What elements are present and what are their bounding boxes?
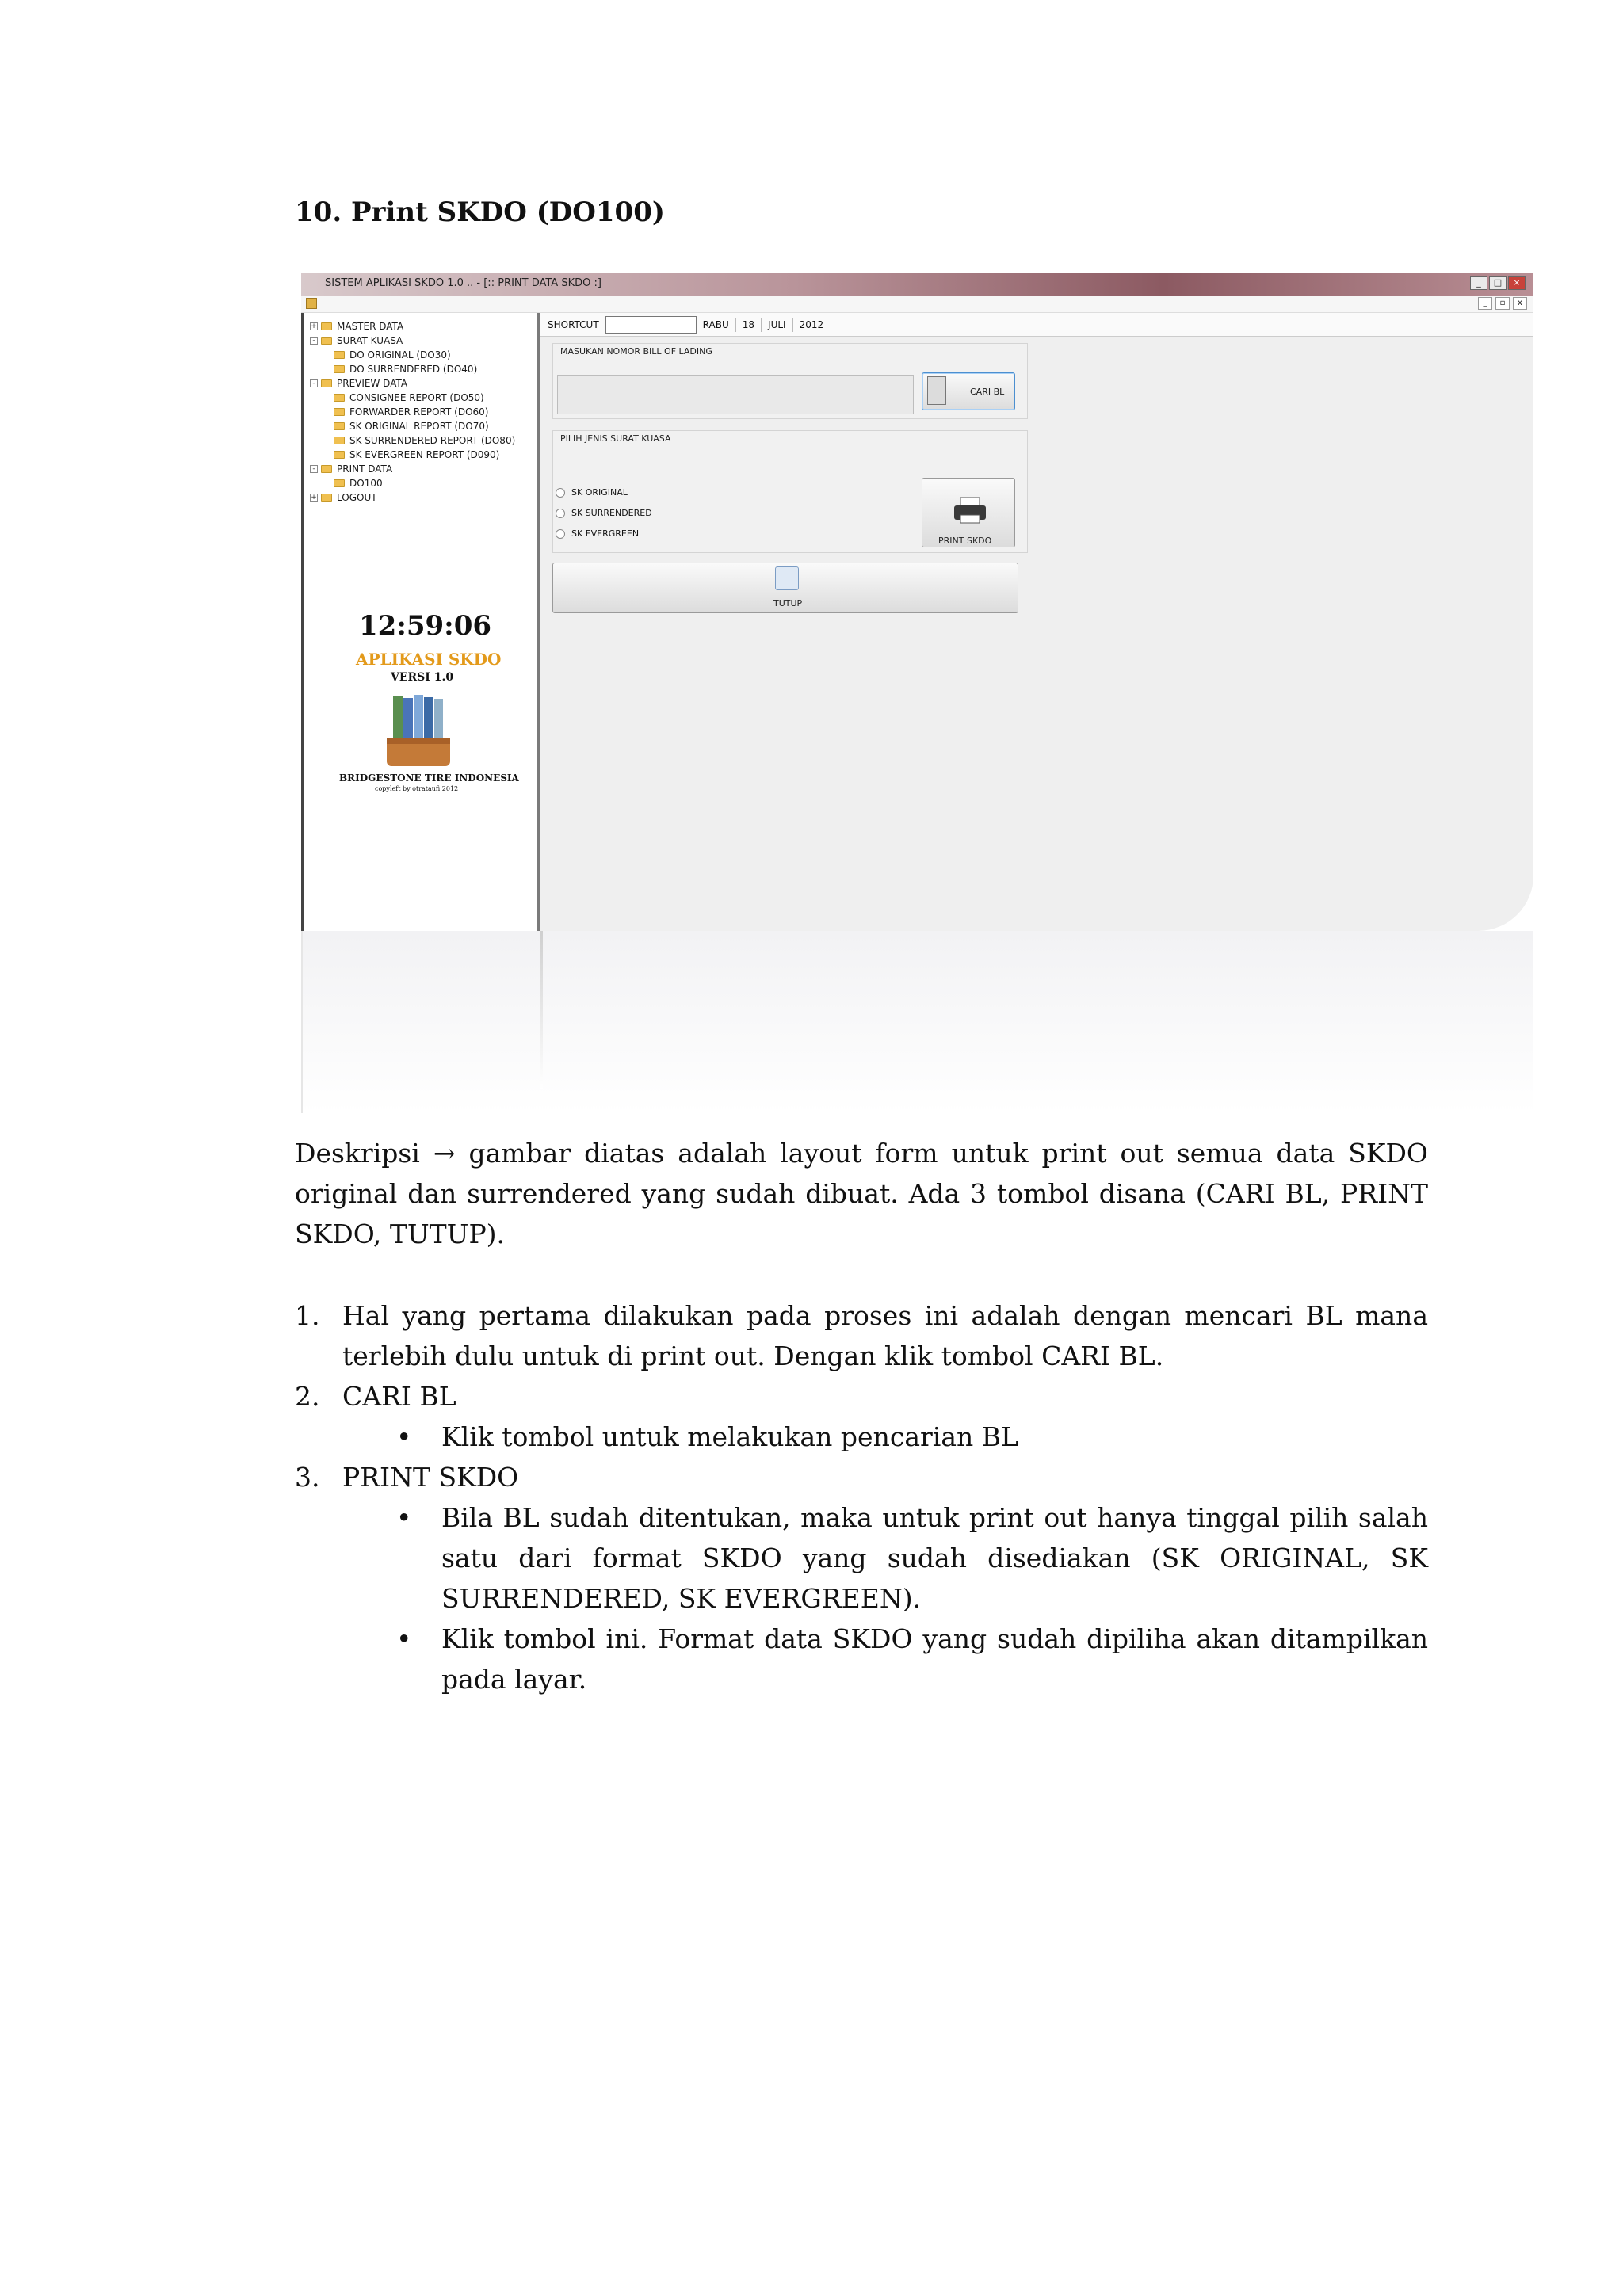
toolbar [540,313,1533,337]
step-text: CARI BL [342,1381,456,1412]
jenis-section-label: PILIH JENIS SURAT KUASA [560,433,671,444]
radio-label: SK SURRENDERED [571,508,652,518]
radio-circle-icon [556,488,565,498]
tree-item-label: SK SURRENDERED REPORT (DO80) [349,435,516,446]
maximize-icon[interactable]: □ [1489,276,1507,290]
folder-icon [334,408,345,416]
folder-icon [321,465,332,473]
tree-item-label: MASTER DATA [337,321,404,332]
expand-icon[interactable]: + [311,494,317,502]
tree-item-label: CONSIGNEE REPORT (DO50) [349,392,484,403]
cari-bl-button[interactable] [922,372,1015,410]
folder-icon [334,451,345,459]
bullet-item [295,1497,1428,1619]
tree-item[interactable] [310,362,515,376]
folder-icon [321,494,332,502]
window-titlebar [301,273,1533,296]
month-label: JULI [768,318,786,330]
clock: 12:59:06 [359,610,492,642]
print-skdo-label: PRINT SKDO [938,536,992,546]
minimize-icon[interactable]: _ [1470,276,1487,290]
tree-item[interactable] [310,419,515,433]
app-screenshot [301,273,1533,931]
folder-icon [334,479,345,487]
mdi-controls [1478,297,1527,310]
binders-logo [379,692,458,771]
folder-icon [334,365,345,373]
sidebar [301,313,537,931]
calculator-icon [927,376,946,405]
tree-item[interactable] [310,348,515,362]
tree-item[interactable] [310,319,515,334]
screenshot-reflection [301,931,1533,1113]
window-controls [1470,276,1526,290]
radio-sk-evergreen[interactable] [556,528,639,539]
window-title: SISTEM APLIKASI SKDO 1.0 .. - [:: PRINT DATA SKDO :] [325,277,601,289]
bullet-item [295,1619,1428,1699]
tree-item[interactable] [310,334,515,348]
mdi-close-icon[interactable]: x [1513,297,1527,310]
step-text: Hal yang pertama dilakukan pada proses ini adalah dengan mencari BL mana terlebih dulu untuk di print out. Dengan klik tombol CARI BL. [342,1300,1428,1371]
tree-item[interactable] [310,405,515,419]
day-label: RABU [702,318,729,330]
expand-icon[interactable]: - [310,337,318,345]
app-version: VERSI 1.0 [391,671,454,684]
folder-icon [334,422,345,430]
step-text: PRINT SKDO [342,1462,519,1493]
tree-item[interactable] [310,476,515,490]
tree-item[interactable] [310,462,515,476]
step-number: 3. [295,1462,320,1493]
radio-label: SK ORIGINAL [571,487,628,498]
copyright-text: copyleft by otrataufi 2012 [375,785,459,792]
folder-icon [334,437,345,444]
exit-icon [775,566,799,590]
bullet-icon: • [396,1623,412,1654]
reflection-divider [540,931,543,1089]
tree-item-label: SK EVERGREEN REPORT (D090) [349,449,500,460]
date-label: 18 [742,318,755,330]
tree-item-label: FORWARDER REPORT (DO60) [349,406,489,418]
radio-circle-icon [556,509,565,518]
bullet-icon: • [396,1502,412,1533]
section-heading: 10. Print SKDO (DO100) [295,196,665,228]
bullet-text: Bila BL sudah ditentukan, maka untuk print out hanya tinggal pilih salah satu dari format SKDO yang sudah disediakan (SK ORIGINAL, SK SURRENDERED, SK EVERGREEN). [441,1502,1428,1614]
bullet-text: Klik tombol ini. Format data SKDO yang sudah dipiliha akan ditampilkan pada layar. [441,1623,1428,1695]
folder-icon [321,322,332,330]
folder-icon [321,337,332,345]
step-item [295,1457,1428,1497]
steps-list [295,1295,1428,1699]
folder-icon [321,379,332,387]
tree-item-label: DO SURRENDERED (DO40) [349,364,478,375]
bl-section-label: MASUKAN NOMOR BILL OF LADING [560,346,712,357]
shortcut-input[interactable] [605,316,697,334]
step-number: 1. [295,1300,320,1331]
tutup-button[interactable] [552,563,1018,613]
radio-sk-surrendered[interactable] [556,508,652,518]
printer-icon [953,496,987,524]
radio-sk-original[interactable] [556,487,628,498]
tree-item-label: LOGOUT [337,492,377,503]
step-number: 2. [295,1381,320,1412]
description-paragraph: Deskripsi → gambar diatas adalah layout form untuk print out semua data SKDO original dan surrendered yang sudah dibuat. Ada 3 tombol disana (CARI BL, PRINT SKDO, TUTUP). [295,1138,1428,1249]
main-form [540,313,1533,931]
expand-icon[interactable]: + [311,322,317,330]
bl-number-input[interactable] [557,375,914,414]
cari-bl-label: CARI BL [970,387,1005,397]
separator [792,318,793,332]
print-skdo-button[interactable] [922,478,1015,547]
tutup-label: TUTUP [773,598,803,608]
tree-item-label: DO ORIGINAL (DO30) [349,349,451,360]
bullet-icon: • [396,1421,412,1452]
menu-bar [301,296,1533,313]
expand-icon[interactable]: - [310,379,318,387]
bullet-item [295,1417,1428,1457]
mdi-restore-icon[interactable]: ▫ [1495,297,1510,310]
step-item [295,1376,1428,1417]
year-label: 2012 [799,318,824,330]
mdi-minimize-icon[interactable]: _ [1478,297,1492,310]
folder-icon [334,351,345,359]
radio-circle-icon [556,529,565,539]
close-icon[interactable]: × [1508,276,1526,290]
separator [761,318,762,332]
tree-item-label: SURAT KUASA [337,335,403,346]
company-name: BRIDGESTONE TIRE INDONESIA [339,772,519,784]
app-name: APLIKASI SKDO [356,650,502,669]
app-icon [306,298,317,309]
tree-item-label: PREVIEW DATA [337,378,408,389]
step-item [295,1295,1428,1376]
expand-icon[interactable]: - [310,465,318,473]
bullet-text: Klik tombol untuk melakukan pencarian BL [441,1421,1018,1452]
navigation-tree [310,319,515,505]
shortcut-label: SHORTCUT [548,318,599,330]
radio-label: SK EVERGREEN [571,528,640,539]
separator [735,318,736,332]
tree-item[interactable] [310,448,515,462]
tree-item-label: DO100 [349,478,383,489]
tree-item-label: SK ORIGINAL REPORT (DO70) [349,421,489,432]
folder-icon [334,394,345,402]
tree-item[interactable] [310,433,515,448]
tree-item[interactable] [310,376,515,391]
tree-item-label: PRINT DATA [337,463,393,475]
tree-item[interactable] [310,490,515,505]
tree-item[interactable] [310,391,515,405]
